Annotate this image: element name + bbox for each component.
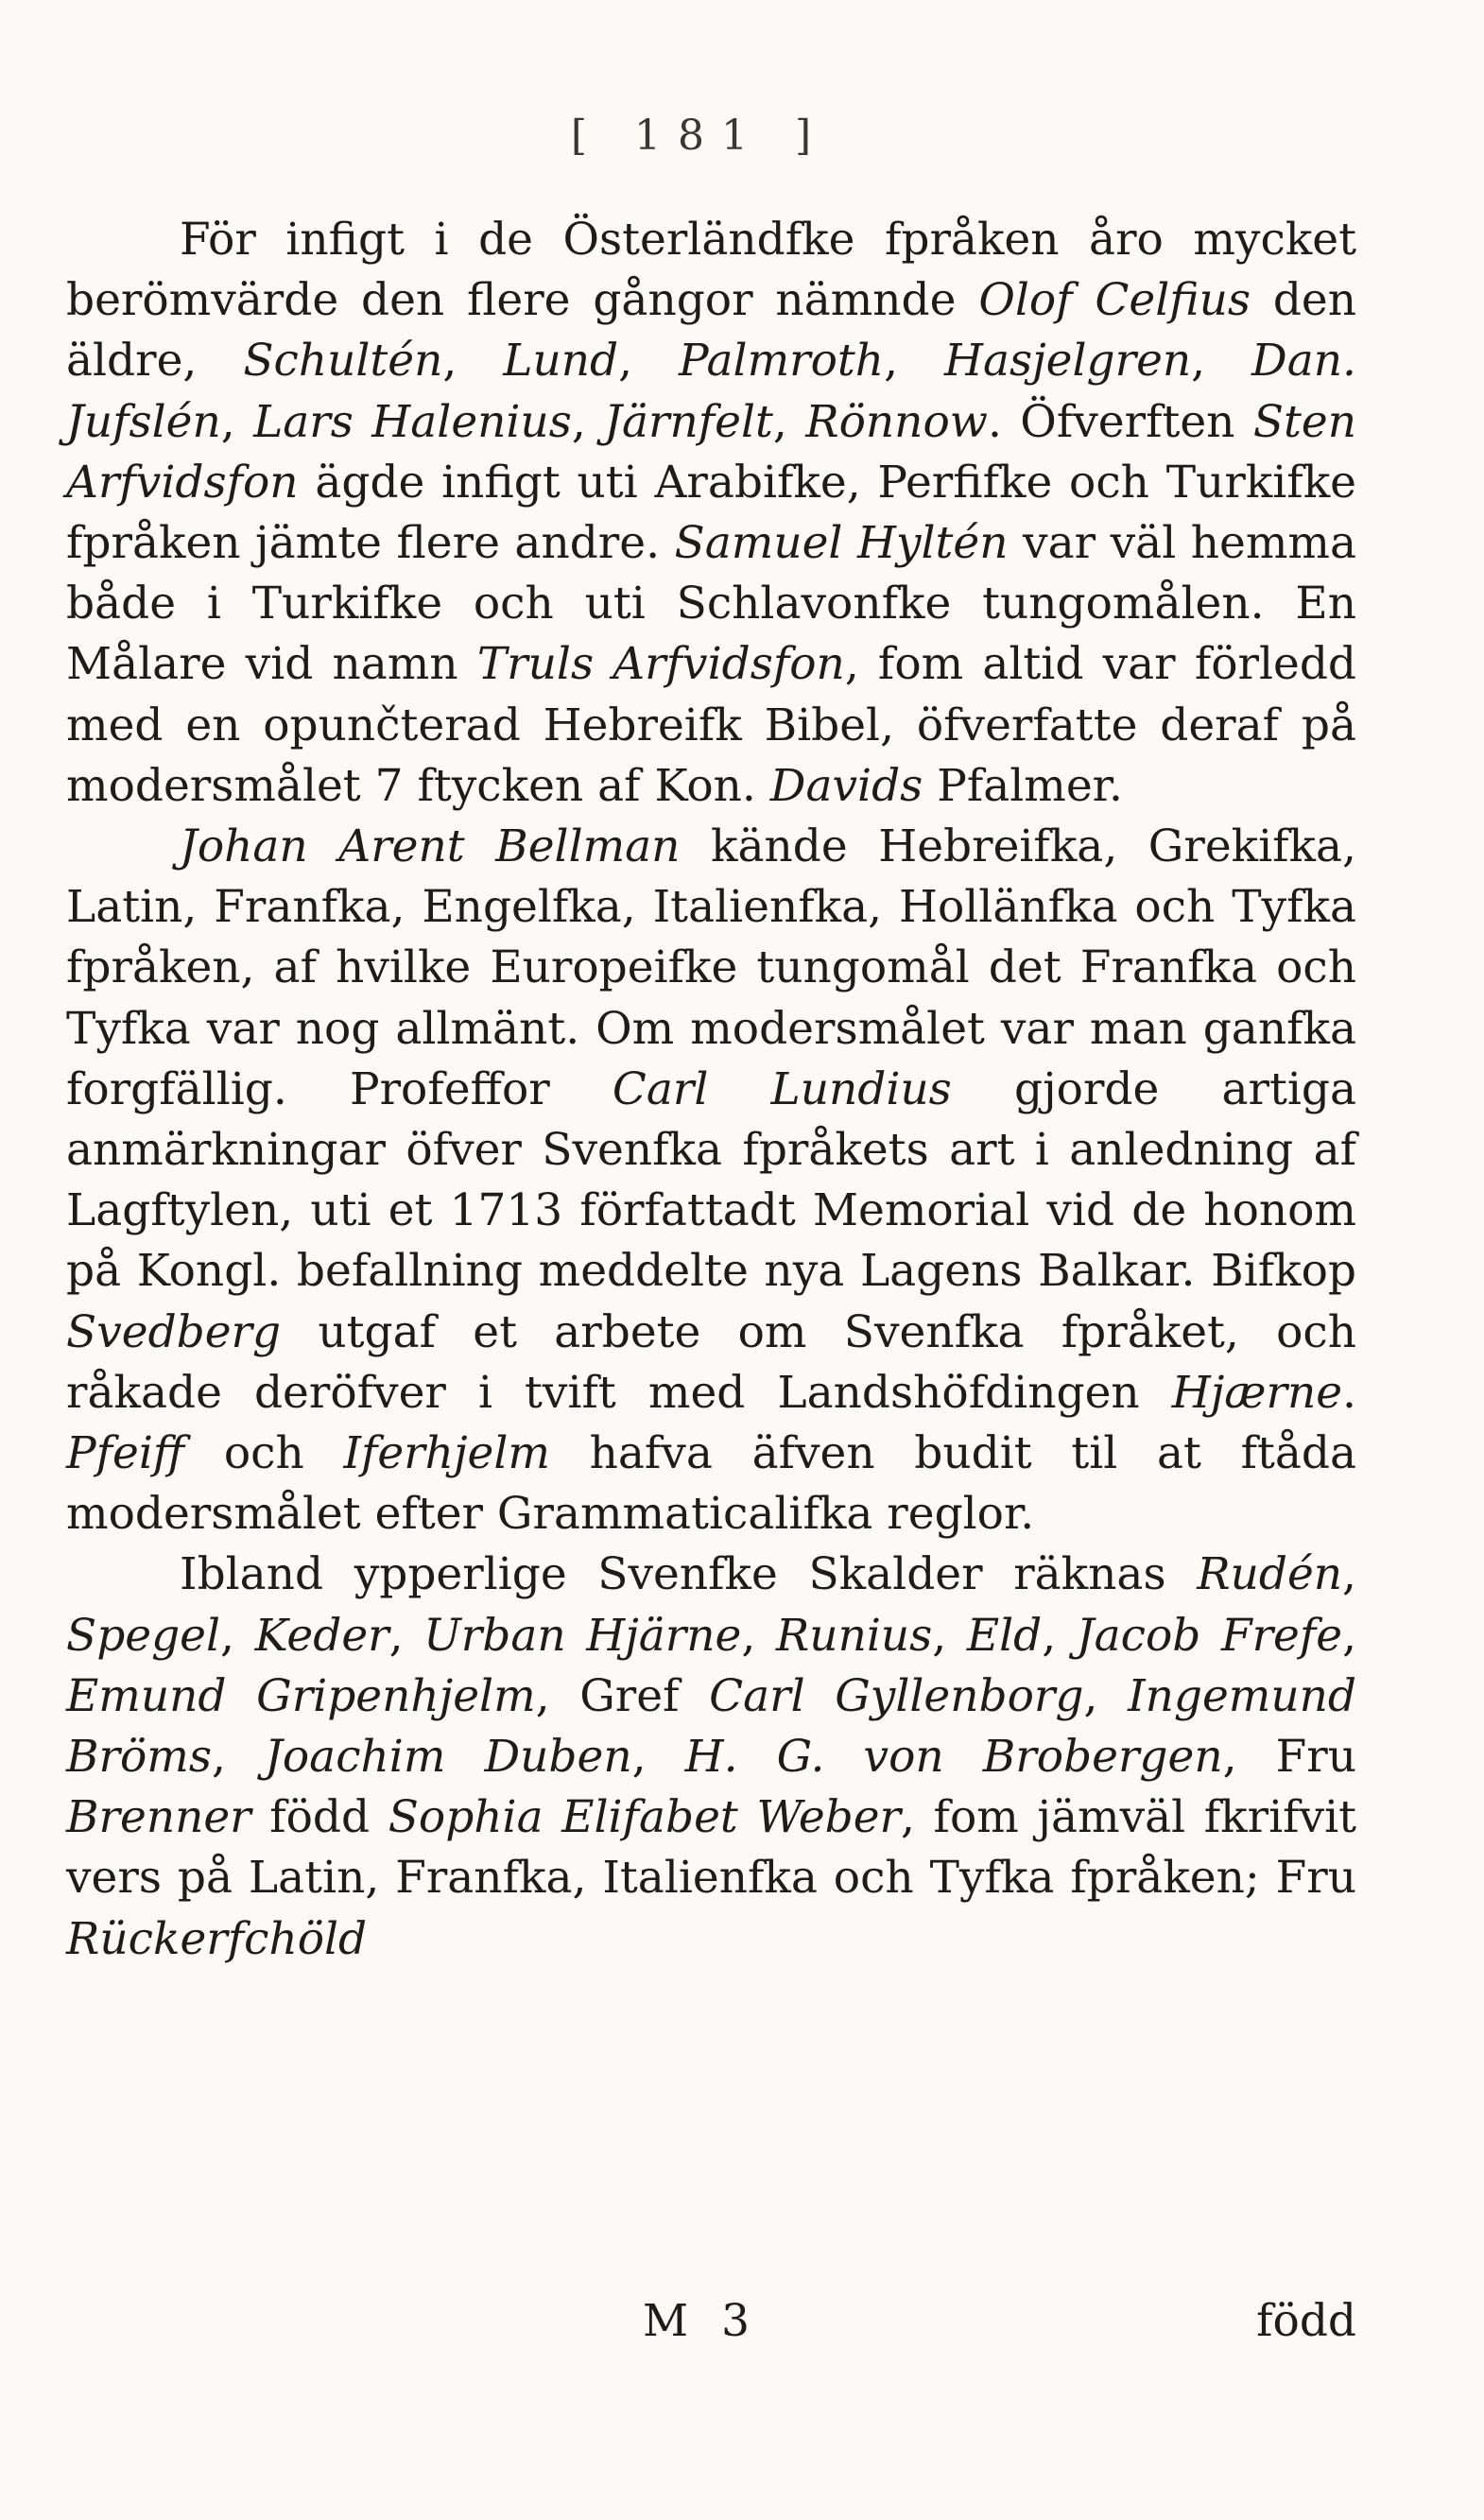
text-run: hafva äfven budit til at ftåda modersmålet efter Grammaticalifka reglor. [66, 1427, 1356, 1541]
text-run: var väl hemma både i Turkifke och uti Schlavonfke tungomålen. En Målare vid namn [66, 517, 1356, 691]
italic-name: Lars Halenius [253, 395, 572, 448]
italic-name: Spegel [66, 1609, 221, 1662]
italic-name: Hasjelgren [943, 335, 1192, 388]
signature-mark: M 3 [643, 2295, 759, 2347]
italic-name: Brenner [66, 1791, 251, 1844]
italic-name: Sophia Elifabet Weber [388, 1791, 902, 1844]
text-run: , [618, 335, 680, 388]
catchword: född [1256, 2295, 1356, 2347]
italic-name: Palmroth [679, 335, 885, 388]
italic-name: Svedberg [66, 1305, 282, 1358]
text-run: Ibland ypperlige Svenfke Skalder räknas [180, 1548, 1198, 1601]
page-number: [ 181 ] [570, 112, 829, 160]
text-run: , [571, 395, 605, 448]
text-run: ägde infigt uti Arabifke, Perfifke och Turkifke fpråken jämte flere andre. [66, 456, 1356, 570]
italic-name: Truls Arfvidsfon [476, 638, 845, 691]
text-run: , [631, 1731, 685, 1784]
italic-name: Pfeiff [66, 1427, 185, 1480]
italic-name: Rudén [1197, 1548, 1343, 1601]
text-run: , [442, 335, 504, 388]
italic-name: Eld [966, 1609, 1043, 1662]
text-run: , [220, 1609, 255, 1662]
text-run: , [1042, 1609, 1077, 1662]
text-run: , [388, 1609, 424, 1662]
text-run: , [1083, 1669, 1129, 1722]
italic-name: Rückerfchöld [66, 1912, 368, 1965]
text-run: , fom altid var förledd med en opunčterad Hebreifk Bibel, öfverfatte deraf på modersmålet 7 ftycken af Kon. [66, 638, 1357, 812]
text-run: , fom jämväl fkrifvit vers på Latin, Franfka, Italienfka och Tyfka fpråken; Fru [66, 1791, 1356, 1905]
text-run: , [1191, 335, 1252, 388]
paragraph-3 [66, 1545, 1356, 1969]
text-run: , Gref [535, 1669, 710, 1722]
italic-name: Olof Celfius [978, 274, 1251, 327]
text-run: , Fru [1222, 1731, 1356, 1784]
italic-name: H. G. von Brobergen [684, 1731, 1223, 1784]
italic-name: Lund [503, 335, 619, 388]
italic-name: Urban Hjärne [423, 1609, 742, 1662]
italic-name: Iferhjelm [343, 1427, 550, 1480]
text-run: , [884, 335, 944, 388]
paragraph-2 [66, 817, 1356, 1545]
text-run: . [1342, 1366, 1356, 1419]
text-run: kände Hebreifka, Grekifka, Latin, Franfka, Engelfka, Italienfka, Hollänfka och Tyfka fpråken, af hvilke Europeifke tungomål det Franfka och Tyfka var nog allmänt. Om modersmålet var man ganfka forgfällig. Profeffor [66, 820, 1356, 1115]
italic-name: Järnfelt [604, 395, 773, 448]
italic-name: Davids [769, 759, 923, 812]
italic-name: Ingemund Bröms [66, 1669, 1356, 1784]
italic-name: Carl Lundius [612, 1062, 952, 1115]
italic-name: Schultén [243, 335, 443, 388]
text-run: , [1342, 1609, 1357, 1662]
text-run: , [220, 395, 254, 448]
italic-name: Samuel Hyltén [674, 517, 1009, 570]
text-run: född [250, 1791, 388, 1844]
italic-name: Emund Gripenhjelm [66, 1669, 536, 1722]
italic-name: Johan Arent Bellman [180, 820, 681, 873]
text-run: och [184, 1427, 344, 1480]
italic-name: Rönnow [805, 395, 988, 448]
italic-name: Hjærne [1171, 1366, 1343, 1419]
body-text [66, 210, 1356, 1970]
text-run: , [1342, 1548, 1356, 1601]
text-run: den äldre, [66, 274, 1356, 388]
italic-name: Sten Arfvidsfon [66, 395, 1356, 509]
text-run: , [772, 395, 806, 448]
text-run: , [932, 1609, 967, 1662]
text-run: Pfalmer. [923, 759, 1123, 812]
text-run: utgaf et arbete om Svenfka fpråket, och råkade deröfver i tvift med Landshöfdingen [66, 1305, 1356, 1419]
italic-name: Runius [775, 1609, 933, 1662]
text-run: , [212, 1731, 266, 1784]
text-run: gjorde artiga anmärkningar öfver Svenfka fpråkets art i anledning af Lagftylen, uti et 1713 författadt Memorial vid de honom på Kongl. befallning meddelte nya Lagens Balkar. Bifkop [66, 1062, 1356, 1298]
italic-name: Jacob Frefe [1076, 1609, 1343, 1662]
italic-name: Keder [254, 1609, 389, 1662]
text-run: . Öfverften [987, 395, 1253, 448]
text-run: , [741, 1609, 776, 1662]
italic-name: Dan. Jufslén [66, 335, 1356, 448]
page-footer [66, 2295, 1356, 2361]
paragraph-1 [66, 210, 1356, 817]
text-run: För infigt i de Österländfke fpråken åro mycket berömvärde den flere gångor nämnde [66, 214, 1356, 327]
italic-name: Joachim Duben [265, 1731, 632, 1784]
italic-name: Carl Gyllenborg [709, 1669, 1084, 1722]
